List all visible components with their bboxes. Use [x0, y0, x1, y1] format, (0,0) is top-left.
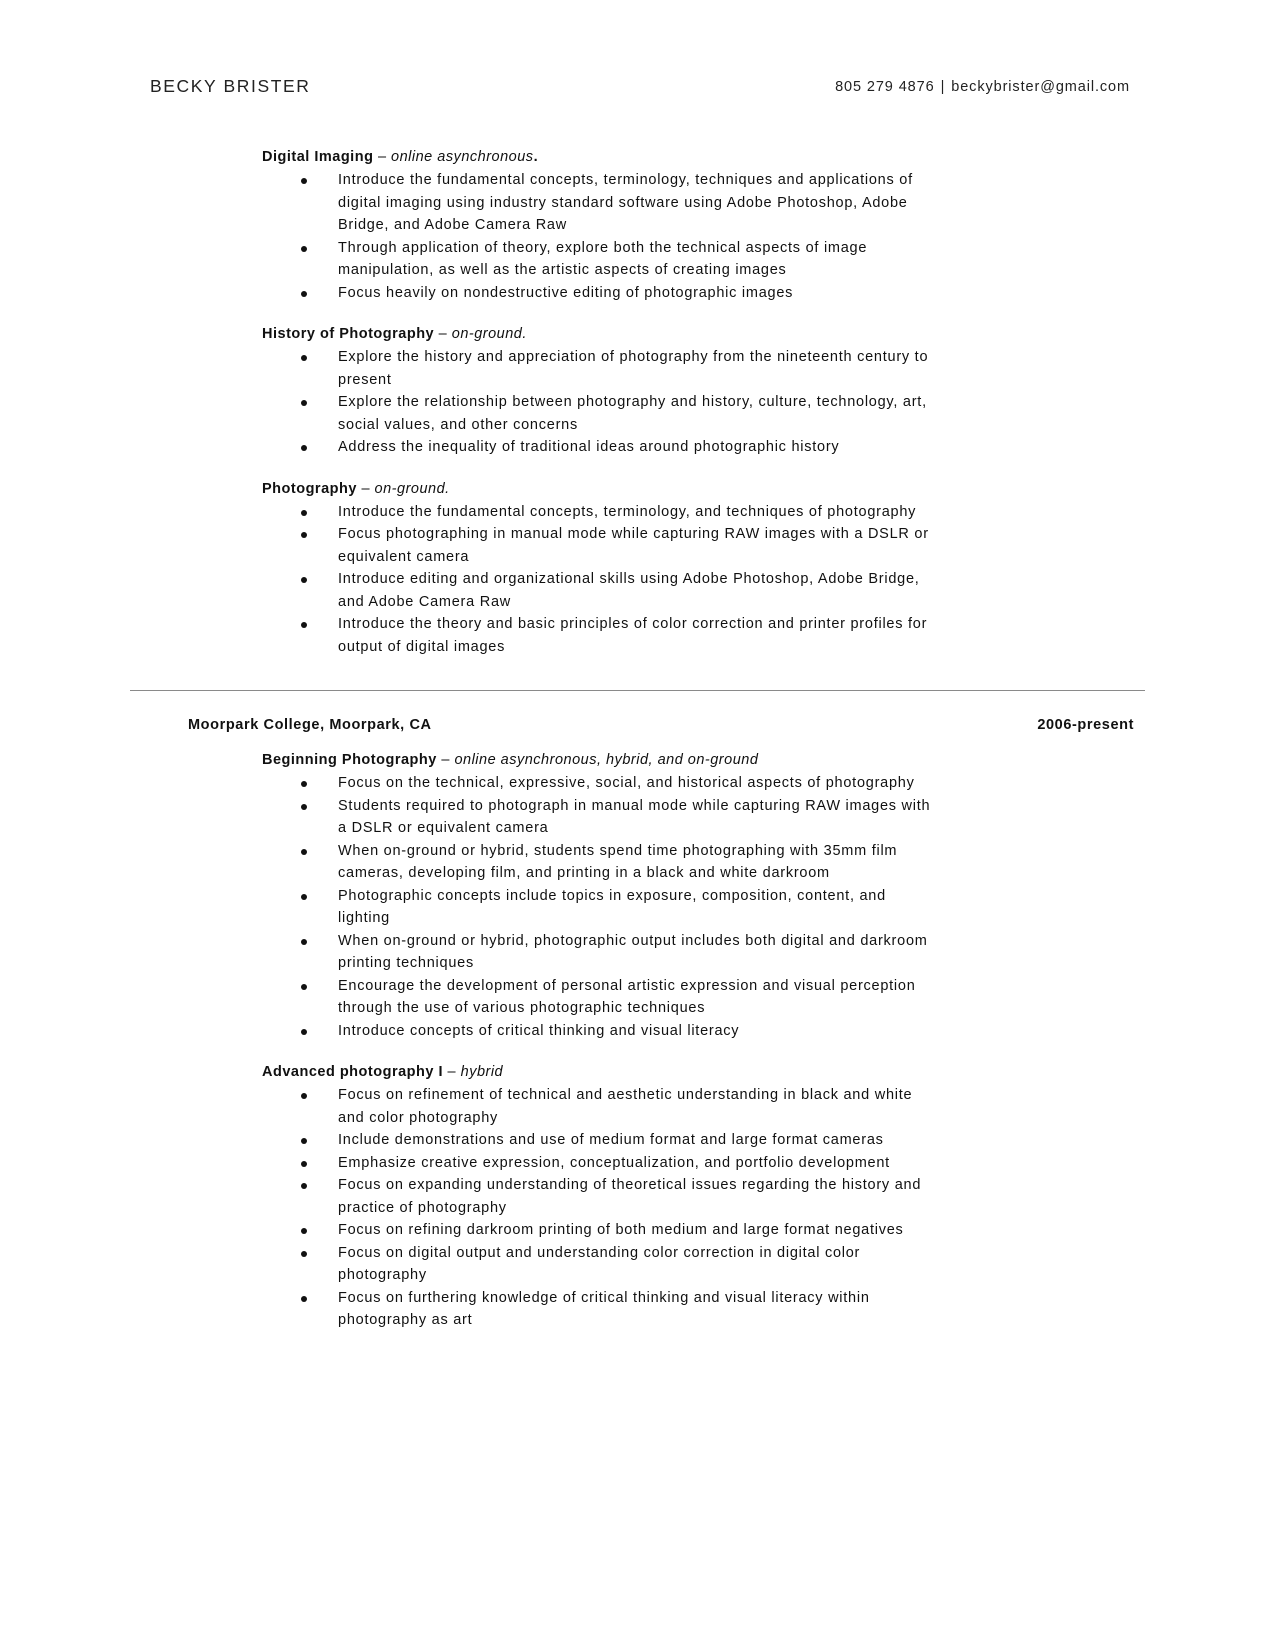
course-title: [262, 749, 962, 771]
bullet-icon: [301, 1138, 307, 1144]
bullet-text: When on-ground or hybrid, students spend time photographing with 35mm film cameras, developing film, and printing in a black and white darkroom: [338, 842, 898, 881]
course-block: [262, 1061, 962, 1332]
list-item: [262, 1174, 932, 1219]
list-item: [262, 1152, 932, 1175]
list-item: [262, 237, 932, 282]
bullet-text: Focus on refinement of technical and aesthetic understanding in black and white and color photography: [338, 1087, 913, 1126]
course-dash: –: [436, 752, 455, 768]
list-item: [262, 975, 932, 1020]
bullet-icon: [301, 178, 307, 184]
bullet-text: Introduce the fundamental concepts, terminology, techniques and applications of digital imaging using industry standard software using Adobe Photoshop, Adobe Bridge, and Adobe Camera Raw: [338, 172, 913, 233]
bullet-text: Introduce editing and organizational skills using Adobe Photoshop, Adobe Bridge, and Adobe Camera Raw: [338, 571, 920, 610]
bullet-icon: [301, 622, 307, 628]
course-name: Digital Imaging: [262, 149, 374, 165]
list-item: [262, 772, 932, 795]
course-block: [262, 478, 962, 659]
bullet-text: Photographic concepts include topics in exposure, composition, content, and lighting: [338, 887, 886, 926]
bullet-icon: [301, 849, 307, 855]
bullet-text: Emphasize creative expression, conceptualization, and portfolio development: [338, 1154, 890, 1171]
contact-separator: |: [940, 79, 946, 95]
bullet-text: Focus on digital output and understanding color correction in digital color photography: [338, 1244, 861, 1283]
course-block: [262, 749, 962, 1042]
course-name: Photography: [262, 480, 357, 497]
bullet-text: Through application of theory, explore both the technical aspects of image manipulation, as well as the artistic aspects of creating images: [338, 239, 868, 278]
bullet-text: Introduce the fundamental concepts, terminology, and techniques of photography: [338, 503, 917, 520]
list-item: [262, 391, 932, 436]
list-item: [262, 840, 932, 885]
list-item: [262, 1020, 932, 1043]
bullet-icon: [301, 894, 307, 900]
list-item: [262, 885, 932, 930]
course-section-2: [0, 749, 1275, 1332]
bullet-icon: [301, 1251, 307, 1257]
course-mode: online asynchronous: [391, 149, 534, 165]
list-item: [262, 282, 932, 305]
bullet-text: Introduce concepts of critical thinking and visual literacy: [338, 1022, 740, 1039]
bullet-icon: [301, 445, 307, 451]
bullet-text: Introduce the theory and basic principles of color correction and printer profiles for output of digital images: [338, 616, 928, 655]
course-mode: online asynchronous, hybrid, and on-ground: [454, 752, 759, 768]
bullet-text: When on-ground or hybrid, photographic output includes both digital and darkroom printing techniques: [338, 932, 928, 971]
phone-number: 805 279 4876: [835, 79, 935, 95]
bullet-icon: [301, 1228, 307, 1234]
course-mode: on-ground.: [374, 480, 450, 497]
bullet-icon: [301, 1161, 307, 1167]
bullet-icon: [301, 804, 307, 810]
list-item: [262, 1242, 932, 1287]
bullet-icon: [301, 1093, 307, 1099]
course-end: .: [533, 149, 539, 165]
list-item: [262, 1219, 932, 1242]
bullet-icon: [301, 510, 307, 516]
course-title: [262, 146, 962, 168]
bullet-list: [262, 346, 962, 459]
bullet-list: [262, 1084, 962, 1332]
bullet-list: [262, 772, 962, 1042]
list-item: [262, 568, 932, 613]
course-title: [262, 1061, 962, 1083]
course-title: [262, 478, 962, 500]
course-block: [262, 323, 962, 459]
list-item: [262, 436, 932, 459]
list-item: [262, 930, 932, 975]
contact-info: [835, 79, 1130, 95]
course-mode: on-ground.: [451, 326, 527, 342]
bullet-text: Students required to photograph in manual mode while capturing RAW images with a DSLR or equivalent camera: [338, 797, 931, 836]
bullet-icon: [301, 291, 307, 297]
course-name: Beginning Photography: [262, 752, 437, 768]
bullet-icon: [301, 246, 307, 252]
course-block: [262, 146, 962, 304]
bullet-text: Focus on expanding understanding of theoretical issues regarding the history and practice of photography: [338, 1177, 922, 1216]
bullet-icon: [301, 1029, 307, 1035]
bullet-text: Address the inequality of traditional ideas around photographic history: [338, 439, 840, 455]
list-item: [262, 795, 932, 840]
resume-name: BECKY BRISTER: [150, 76, 311, 96]
list-item: [262, 346, 932, 391]
list-item: [262, 613, 932, 658]
bullet-icon: [301, 781, 307, 787]
bullet-text: Include demonstrations and use of medium format and large format cameras: [338, 1132, 884, 1148]
bullet-icon: [301, 355, 307, 361]
course-mode: hybrid: [460, 1064, 504, 1080]
course-section-1: [0, 146, 1275, 658]
employment-dates: 2006-present: [1037, 717, 1134, 733]
list-item: [262, 1129, 932, 1152]
course-title: [262, 323, 962, 345]
employer-name: Moorpark College, Moorpark, CA: [188, 717, 432, 733]
resume-content: [0, 146, 1275, 1351]
section-divider: [130, 690, 1145, 691]
bullet-text: Explore the history and appreciation of photography from the nineteenth century to present: [338, 349, 929, 388]
list-item: [262, 1084, 932, 1129]
bullet-list: [262, 169, 962, 304]
bullet-icon: [301, 1183, 307, 1189]
course-dash: –: [434, 326, 452, 342]
list-item: [262, 523, 932, 568]
bullet-icon: [301, 1296, 307, 1302]
bullet-icon: [301, 939, 307, 945]
bullet-text: Explore the relationship between photography and history, culture, technology, art, social values, and other concerns: [338, 394, 927, 433]
bullet-icon: [301, 400, 307, 406]
bullet-icon: [301, 577, 307, 583]
page-header: [150, 76, 1130, 100]
employer-row: [188, 717, 1134, 739]
bullet-text: Focus on the technical, expressive, social, and historical aspects of photography: [338, 775, 915, 791]
email-address: beckybrister@gmail.com: [951, 79, 1130, 95]
course-dash: –: [373, 149, 392, 165]
list-item: [262, 169, 932, 237]
bullet-text: Focus on refining darkroom printing of both medium and large format negatives: [338, 1222, 904, 1238]
bullet-icon: [301, 984, 307, 990]
bullet-text: Focus photographing in manual mode while capturing RAW images with a DSLR or equivalent camera: [338, 526, 929, 565]
bullet-icon: [301, 532, 307, 538]
course-dash: –: [356, 480, 375, 497]
bullet-text: Focus on furthering knowledge of critical thinking and visual literacy within photography as art: [338, 1289, 870, 1328]
bullet-list: [262, 501, 962, 659]
list-item: [262, 501, 932, 524]
bullet-text: Encourage the development of personal artistic expression and visual perception through the use of various photographic techniques: [338, 977, 916, 1016]
course-name: Advanced photography I: [262, 1064, 443, 1080]
bullet-text: Focus heavily on nondestructive editing of photographic images: [338, 284, 794, 301]
list-item: [262, 1287, 932, 1332]
course-name: History of Photography: [262, 326, 435, 342]
course-dash: –: [443, 1064, 461, 1080]
